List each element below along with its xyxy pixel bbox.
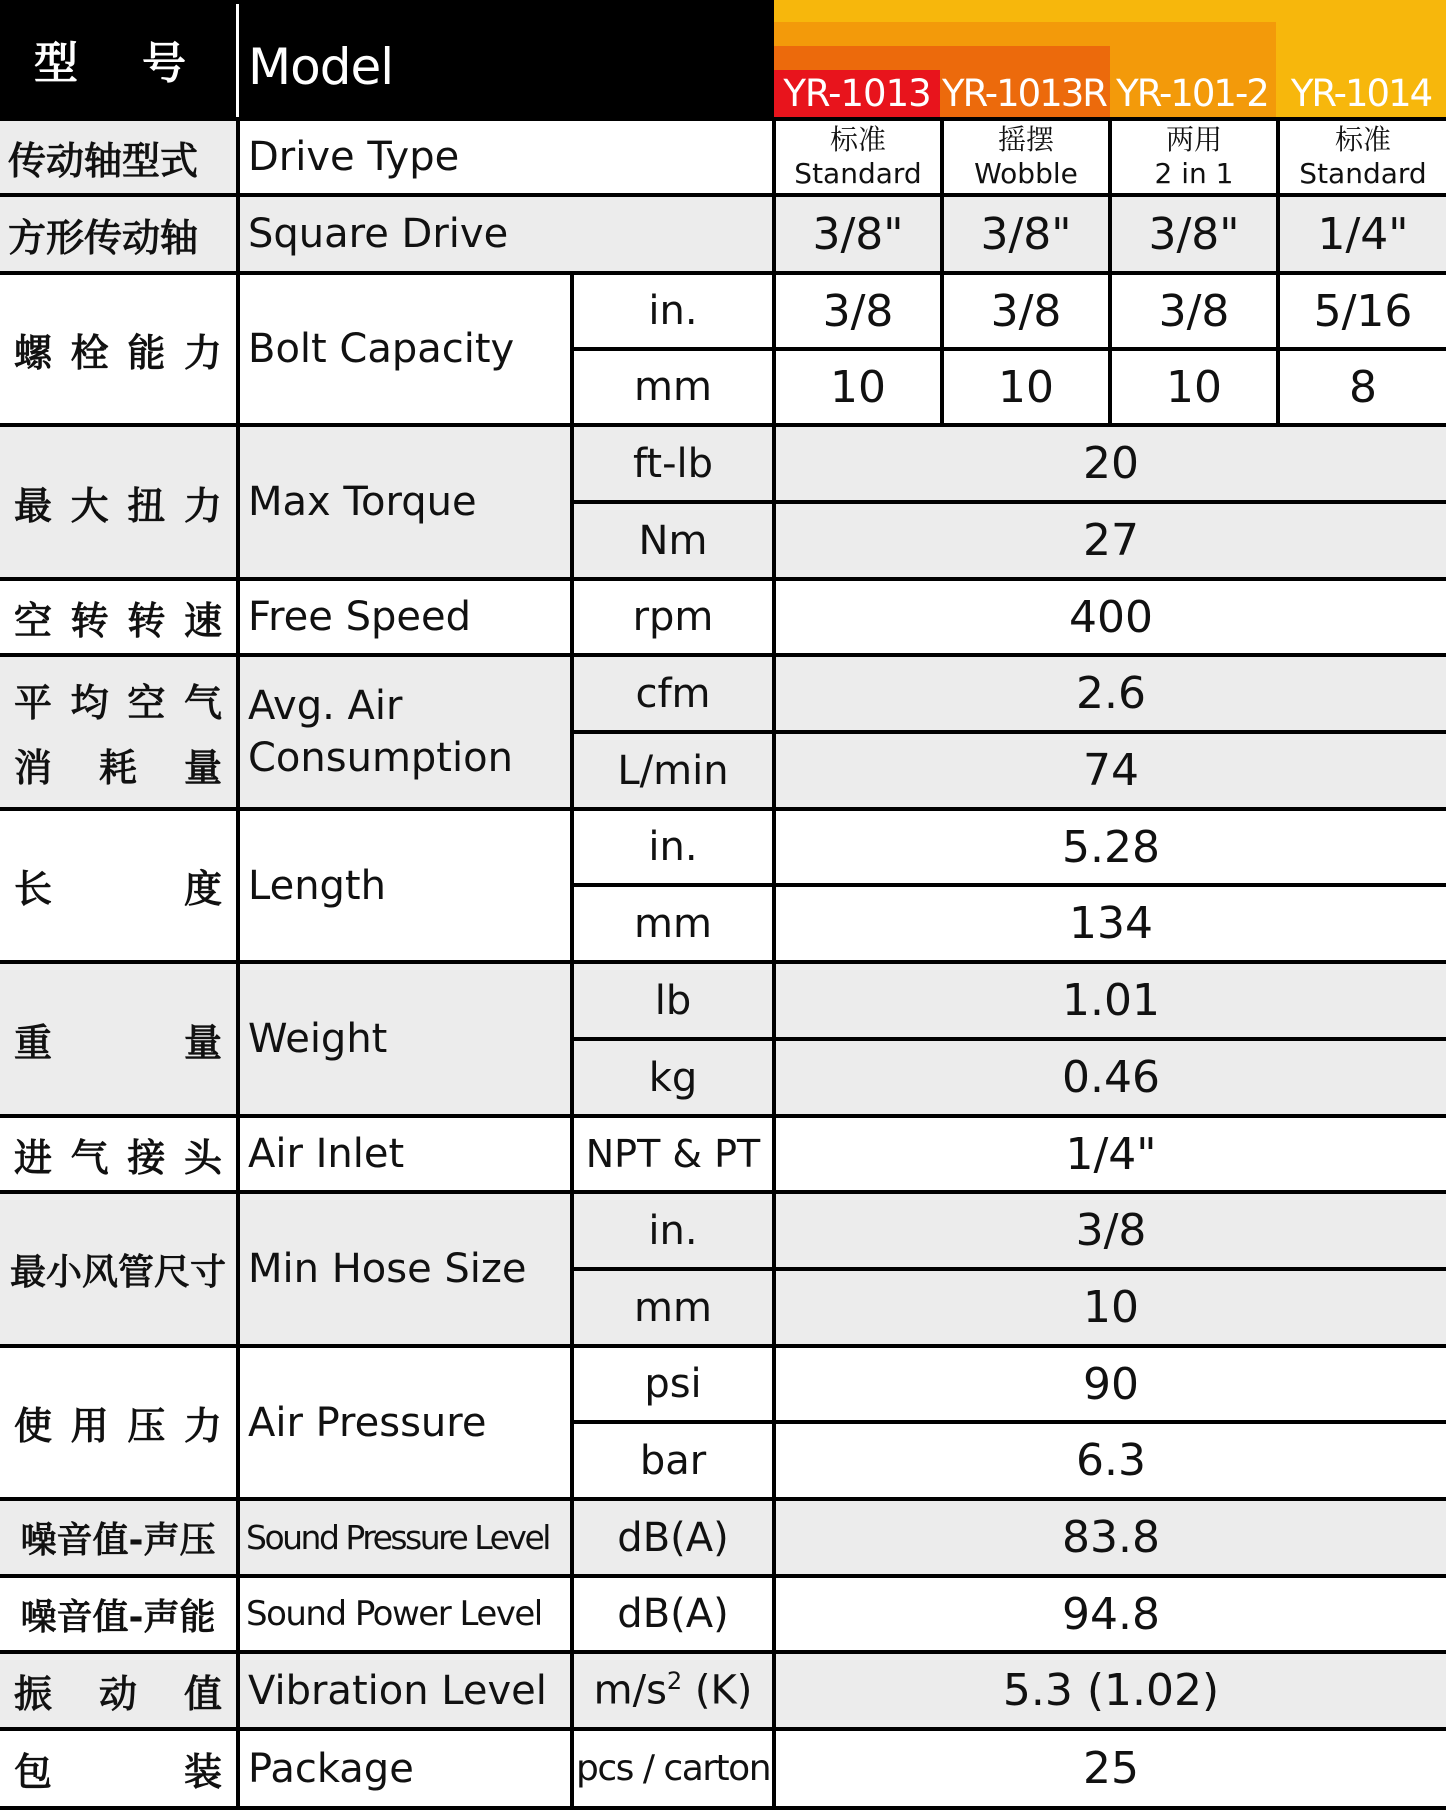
value-text: 5/16 (1313, 285, 1413, 337)
cn-char: 平 (14, 681, 53, 725)
air-inlet-en-text: Air Inlet (248, 1131, 405, 1177)
value-text: 10 (830, 361, 886, 413)
bolt-value (1112, 275, 1276, 347)
unit-cell (574, 427, 772, 500)
square-drive-en (240, 197, 772, 271)
value-text: 3/8" (1148, 208, 1240, 260)
unit-cell (574, 1118, 772, 1190)
value-text: 10 (1083, 1282, 1139, 1333)
cn-char: 动 (98, 1672, 137, 1716)
merged-value (776, 1041, 1446, 1114)
drive-type-en-text: Drive Type (248, 134, 460, 180)
drive-type-cn (0, 121, 236, 193)
drive-type-en-value: 2 in 1 (1154, 157, 1234, 190)
air-inlet-cn (0, 1118, 236, 1190)
merged-value (776, 1118, 1446, 1190)
cn-char: 均 (70, 681, 109, 725)
cn-char: 重 (14, 1020, 53, 1065)
unit-tail: (K) (682, 1667, 753, 1714)
unit-text: kg (648, 1054, 698, 1101)
weight-cn (0, 964, 236, 1114)
cn-char: 耗 (98, 746, 137, 790)
unit-cell (574, 1041, 772, 1114)
cn-char: 长 (14, 867, 53, 911)
bolt-value (1280, 275, 1446, 347)
unit-text: ft-lb (633, 440, 713, 487)
max-torque-en (240, 427, 570, 577)
unit-text (594, 1667, 753, 1713)
free-speed-en (240, 581, 570, 653)
vibration-cn (0, 1654, 236, 1727)
merged-value (776, 811, 1446, 883)
header-cn-label (0, 0, 236, 117)
cn-char: 压 (127, 1404, 166, 1448)
cn-char: 力 (183, 483, 222, 528)
value-text: 1/4" (1065, 1128, 1157, 1180)
unit-cell (574, 351, 772, 423)
unit-text: rpm (632, 594, 714, 640)
cn-char: 转 (70, 598, 109, 643)
bolt-value (944, 275, 1108, 347)
unit-cell (574, 1194, 772, 1267)
cn-char: 用 (70, 1404, 109, 1448)
header-cn-char: 型 (34, 37, 78, 89)
cn-char: 头 (183, 1135, 222, 1180)
drive-type-cell (944, 121, 1108, 193)
unit-cell (574, 275, 772, 347)
value-text: 74 (1083, 745, 1139, 796)
merged-value (776, 887, 1446, 960)
sound-power-en-text: Sound Power Level (246, 1594, 542, 1634)
merged-value (776, 1654, 1446, 1727)
model-yr-1013r (940, 70, 1108, 117)
sound-pressure-en (240, 1501, 570, 1574)
unit-text: lb (654, 977, 692, 1024)
value-text: 3/8" (812, 208, 904, 260)
max-torque-en-text: Max Torque (248, 479, 477, 525)
value-text: 1.01 (1062, 975, 1160, 1026)
unit-text: pcs / carton (575, 1748, 771, 1789)
length-en-text: Length (248, 862, 386, 909)
unit-cell (574, 581, 772, 653)
value-text: 6.3 (1076, 1435, 1146, 1486)
merged-value (776, 1271, 1446, 1344)
model-yr-1014 (1276, 70, 1446, 117)
unit-superscript: 2 (666, 1667, 683, 1696)
cn-char: 能 (127, 330, 166, 375)
square-drive-value (1280, 197, 1446, 271)
merged-value (776, 964, 1446, 1037)
unit-cell (574, 1424, 772, 1497)
cn-char: 包 (14, 1750, 53, 1794)
unit-text: mm (634, 1284, 712, 1331)
cn-char: 装 (183, 1750, 222, 1794)
air-pressure-en (240, 1348, 570, 1497)
drive-type-cn-value: 摇摆 (997, 123, 1054, 156)
square-drive-cn-text: 方形传动轴 (8, 215, 199, 260)
value-text: 27 (1083, 515, 1139, 566)
square-drive-value (944, 197, 1108, 271)
unit-cell (574, 1348, 772, 1420)
unit-cell (574, 964, 772, 1037)
cn-char: 振 (14, 1672, 53, 1716)
merged-value (776, 1501, 1446, 1574)
bolt-value (1280, 351, 1446, 423)
cn-char: 量 (183, 746, 222, 790)
cn-char: 速 (183, 598, 222, 643)
merged-value (776, 1194, 1446, 1267)
value-text: 5.28 (1062, 821, 1160, 873)
unit-base: m/s (593, 1667, 667, 1714)
drive-type-cell (776, 121, 940, 193)
unit-text: psi (644, 1361, 702, 1407)
unit-text: mm (634, 900, 712, 947)
package-en-text: Package (248, 1745, 414, 1792)
value-text: 90 (1083, 1358, 1139, 1410)
air-consumption-en (240, 657, 570, 807)
cn-char: 力 (183, 330, 222, 375)
unit-cell (574, 887, 772, 960)
merged-value (776, 581, 1446, 653)
drive-type-cn-value: 标准 (1334, 123, 1391, 156)
drive-type-en-value: Standard (1299, 157, 1427, 190)
unit-text: in. (648, 824, 698, 870)
length-cn (0, 811, 236, 960)
unit-cell (574, 734, 772, 807)
unit-cell (574, 1501, 772, 1574)
merged-value (776, 657, 1446, 730)
unit-text: dB(A) (617, 1514, 729, 1561)
merged-value (776, 1731, 1446, 1806)
cn-char: 值 (183, 1672, 222, 1716)
bolt-capacity-en (240, 275, 570, 423)
merged-value (776, 1578, 1446, 1650)
model-text: YR-1013 (783, 72, 931, 115)
unit-cell (574, 811, 772, 883)
vibration-en-text: Vibration Level (248, 1667, 547, 1714)
model-text: YR-1014 (1290, 72, 1432, 115)
package-cn (0, 1731, 236, 1806)
value-text: 3/8 (822, 285, 894, 337)
value-text: 10 (1166, 361, 1222, 413)
air-consumption-cn (0, 657, 236, 807)
unit-text: bar (639, 1437, 707, 1484)
drive-type-en (240, 121, 772, 193)
value-text: 10 (998, 361, 1054, 413)
value-text: 8 (1349, 361, 1377, 413)
bolt-value (944, 351, 1108, 423)
unit-text: cfm (635, 670, 711, 717)
drive-type-cn-text: 传动轴型式 (8, 138, 199, 183)
value-text: 3/8 (1158, 285, 1230, 337)
drive-type-en-value: Standard (794, 157, 922, 190)
cn-char: 使 (14, 1404, 53, 1448)
air-pressure-cn (0, 1348, 236, 1497)
value-text: 83.8 (1062, 1512, 1160, 1563)
value-text: 94.8 (1062, 1588, 1160, 1640)
sound-power-cn (0, 1578, 236, 1650)
min-hose-cn-text: 最小风管尺寸 (9, 1251, 226, 1293)
cn-char: 螺 (14, 330, 53, 375)
cn-char: 气 (70, 1135, 109, 1180)
bolt-value (776, 275, 940, 347)
square-drive-en-text: Square Drive (248, 211, 509, 257)
value-text: 400 (1069, 591, 1153, 643)
weight-en (240, 964, 570, 1114)
cn-char: 大 (70, 483, 109, 528)
min-hose-en-text: Min Hose Size (248, 1246, 527, 1292)
sound-pressure-en-text: Sound Pressure Level (246, 1518, 549, 1557)
model-text: YR-1013R (941, 72, 1107, 115)
unit-cell (574, 1578, 772, 1650)
square-drive-cn (0, 197, 236, 271)
cn-char: 空 (127, 681, 166, 725)
drive-type-cell (1280, 121, 1446, 193)
unit-cell (574, 657, 772, 730)
header-model-label (240, 0, 772, 117)
value-text: 2.6 (1076, 668, 1146, 719)
drive-type-cell (1112, 121, 1276, 193)
unit-cell (574, 1654, 772, 1727)
air-consumption-en-line: Avg. Air (248, 683, 403, 729)
value-text: 20 (1083, 438, 1139, 489)
unit-text: mm (634, 364, 712, 410)
unit-text: in. (648, 288, 698, 334)
cn-char: 最 (14, 483, 53, 528)
merged-value (776, 427, 1446, 500)
header-divider (236, 4, 239, 117)
min-hose-en (240, 1194, 570, 1344)
sound-pressure-cn (0, 1501, 236, 1574)
unit-text: Nm (638, 517, 708, 564)
value-text: 5.3 (1.02) (1002, 1665, 1220, 1716)
header-cn-char: 号 (142, 37, 186, 89)
unit-cell (574, 504, 772, 577)
model-yr-1013 (774, 70, 940, 117)
cn-char: 空 (14, 598, 53, 643)
sound-power-en (240, 1578, 570, 1650)
vibration-en (240, 1654, 570, 1727)
bolt-value (776, 351, 940, 423)
value-text: 134 (1069, 898, 1153, 949)
unit-text: L/min (617, 747, 729, 794)
cn-char: 转 (127, 598, 166, 643)
drive-type-en-value: Wobble (974, 157, 1078, 190)
model-text: YR-101-2 (1116, 72, 1268, 115)
value-text: 25 (1083, 1743, 1139, 1794)
drive-type-cn-value: 两用 (1165, 123, 1222, 156)
unit-text: dB(A) (617, 1591, 729, 1637)
weight-en-text: Weight (248, 1016, 388, 1062)
cn-char: 度 (183, 867, 222, 911)
bolt-value (1112, 351, 1276, 423)
cn-char: 量 (183, 1020, 222, 1065)
bolt-capacity-cn (0, 275, 236, 423)
unit-cell (574, 1731, 772, 1806)
cn-char: 栓 (70, 330, 109, 375)
max-torque-cn (0, 427, 236, 577)
cn-char: 接 (127, 1135, 166, 1180)
cn-char: 消 (14, 746, 53, 790)
value-text: 3/8 (990, 285, 1062, 337)
air-consumption-en-line: Consumption (248, 735, 513, 781)
drive-type-cn-value: 标准 (829, 123, 886, 156)
value-text: 3/8 (1075, 1205, 1147, 1256)
cn-char: 气 (183, 681, 222, 725)
length-en (240, 811, 570, 960)
bolt-capacity-en-text: Bolt Capacity (248, 326, 515, 372)
merged-value (776, 504, 1446, 577)
cn-char: 扭 (127, 483, 166, 528)
unit-cell (574, 1271, 772, 1344)
unit-text: NPT & PT (585, 1132, 761, 1176)
model-label-text: Model (248, 37, 394, 96)
unit-text: in. (648, 1207, 698, 1254)
merged-value (776, 1348, 1446, 1420)
package-en (240, 1731, 570, 1806)
merged-value (776, 734, 1446, 807)
min-hose-cn (0, 1194, 236, 1344)
cn-char: 进 (14, 1135, 53, 1180)
model-yr-101-2 (1108, 70, 1276, 117)
value-text: 3/8" (980, 208, 1072, 260)
cn-char: 力 (183, 1404, 222, 1448)
square-drive-value (776, 197, 940, 271)
free-speed-cn (0, 581, 236, 653)
sound-power-cn-text: 噪音值-声能 (20, 1596, 216, 1638)
sound-pressure-cn-text: 噪音值-声压 (20, 1520, 216, 1561)
square-drive-value (1112, 197, 1276, 271)
air-inlet-en (240, 1118, 570, 1190)
merged-value (776, 1424, 1446, 1497)
free-speed-en-text: Free Speed (248, 594, 471, 640)
value-text: 0.46 (1062, 1052, 1160, 1103)
air-pressure-en-text: Air Pressure (248, 1399, 487, 1446)
value-text: 1/4" (1317, 208, 1409, 260)
